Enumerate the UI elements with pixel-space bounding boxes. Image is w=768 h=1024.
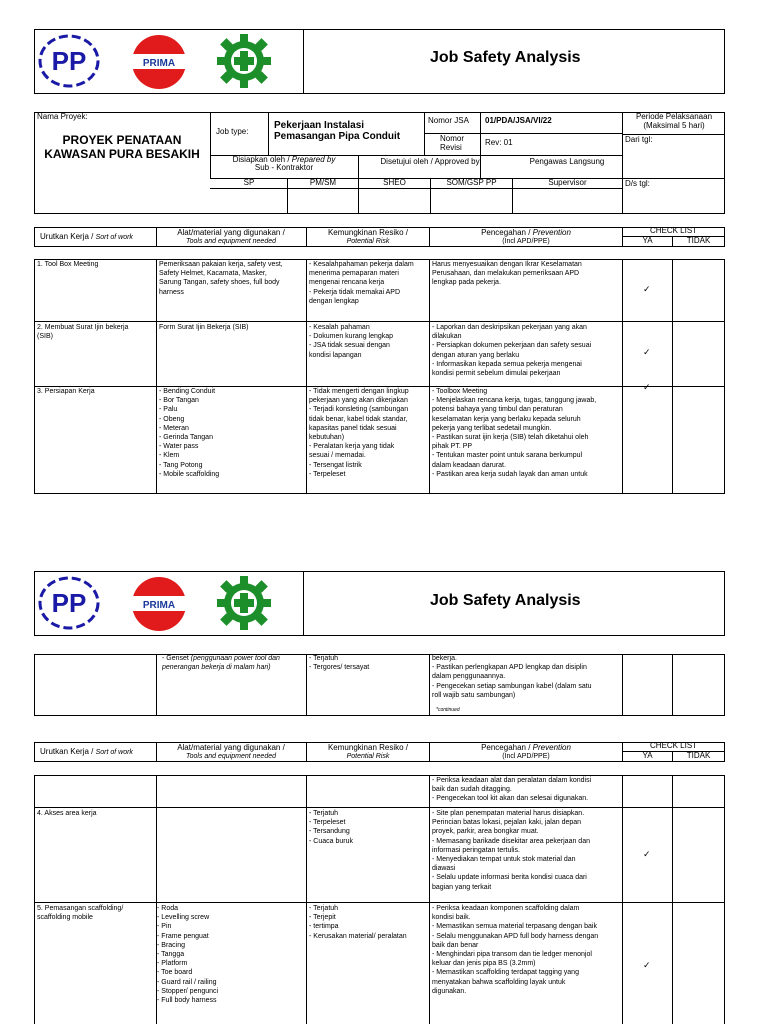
page-title: Job Safety Analysis xyxy=(430,592,581,609)
col-tidak: TIDAK xyxy=(686,236,711,245)
table-row-1-work: 1. Tool Box Meeting xyxy=(37,261,99,268)
table-row-4-risk: - Terjatuh - Terpeleset - Tersandung - Cuaca buruk xyxy=(309,810,353,845)
dari-tgl: Dari tgl: xyxy=(625,135,653,144)
checkmark-icon: ✓ xyxy=(643,284,651,294)
table-row-2-work: 2. Membuat Surat Ijin bekerja (SIB) xyxy=(37,324,129,341)
table-row-5-work: 5. Pemasangan scaffolding/ scaffolding mobile xyxy=(37,905,124,922)
svg-text:PRIMA: PRIMA xyxy=(142,600,176,611)
somgsp-label: SOM/GSP PP xyxy=(446,178,497,187)
sheo-label: SHEO xyxy=(383,178,406,187)
table-row-a-prevention: - Periksa keadaan alat dan peralatan dalam kondisi baik dan sudah ditagging. - Pengecekan tool kit akan dan selesai digunakan. xyxy=(432,777,592,803)
disiapkan-oleh: Disiapkan oleh / Prepared by Sub - Kontraktor xyxy=(232,155,336,172)
svg-text:PRIMA: PRIMA xyxy=(142,58,176,69)
col-ya: YA xyxy=(642,751,653,760)
disetujui-oleh: Disetujui oleh / Approved by xyxy=(380,157,480,166)
svg-text:PP: PP xyxy=(51,588,87,618)
checkmark-icon: ✓ xyxy=(643,960,651,970)
nomor-jsa-value: 01/PDA/JSA/VI/22 xyxy=(485,116,552,125)
col-urutan: Urutkan Kerja / Sort of work xyxy=(40,747,133,756)
sp-label: SP xyxy=(243,178,255,187)
job-type-value: Pekerjaan Instalasi Pemasangan Pipa Conduit xyxy=(274,120,401,142)
col-checklist: CHECK LIST xyxy=(649,226,698,235)
checkmark-icon: ✓ xyxy=(643,382,651,392)
table-row-5-tools: - Roda - Levelling screw - Pin - Frame penguat - Bracing - Tangga - Platform - Toe board - Guard rail / railing - Stopper/ pengunci - Full body harness xyxy=(157,905,219,1005)
table-row-3-risk: - Tidak mengerti dengan lingkup pekerjaan yang akan dikerjakan - Terjadi konsleting (sambungan tidak benar, kabel tidak standar, kapasitas panel tidak sesuai kebutuhan) - Peralatan kerja yang tidak sesuai / memadai. - Tersengat listrik - Terpeleset xyxy=(309,388,409,478)
pmsm-label: PM/SM xyxy=(309,178,337,187)
nomor-revisi-value: Rev: 01 xyxy=(485,138,513,147)
table-row-4-work: 4. Akses area kerja xyxy=(37,810,97,817)
col-pencegahan: Pencegahan / Prevention (Incl APD/PPE) xyxy=(481,228,571,245)
table-row-1-risk: - Kesalahpahaman pekerja dalam menerima pemaparan materi mengenai rencana kerja - Pekerja tidak memakai APD dengan lengkap xyxy=(309,261,414,305)
col-kemungkinan: Kemungkinan Resiko / Potential Risk xyxy=(327,228,409,245)
header-divider xyxy=(303,29,304,94)
col-pencegahan: Pencegahan / Prevention (Incl APD/PPE) xyxy=(481,743,571,760)
table-row-4-prevention: - Site plan penempatan material harus disiapkan. Perincian batas lokasi, pejalan kaki, jalan depan proyek, parkir, area bongkar muat. - Memasang barikade disekitar area pekerjaan dan informasi peringatan tertulis. - Menyediakan tempat untuk stok material dan diawasi - Selalu update informasi berita kondisi cuaca dari bagian yang terkait xyxy=(432,810,590,891)
col-tidak: TIDAK xyxy=(686,751,711,760)
pengawas-langsung: Pengawas Langsung xyxy=(529,157,605,166)
svg-text:PP: PP xyxy=(51,46,87,76)
table-row-5-risk: - Terjatuh - Terjepit - tertimpa - Kerusakan material/ peralatan xyxy=(309,905,407,940)
table-row-3-tools: - Bending Conduit - Bor Tangan - Palu - Obeng - Meteran - Gerinda Tangan - Water pass - Klem - Tang Potong - Mobile scaffolding xyxy=(159,388,220,478)
table-row-2-tools: Form Surat Ijin Bekerja (SIB) xyxy=(159,324,249,331)
col-checklist: CHECK LIST xyxy=(649,741,698,750)
checkmark-icon: ✓ xyxy=(643,347,651,357)
continued-note: *continued xyxy=(436,707,460,713)
nomor-jsa-label: Nomor JSA xyxy=(428,116,469,125)
pp-logo xyxy=(36,575,102,631)
table-row-1-tools: Pemeriksaan pakaian kerja, safety vest, Safety Helmet, Kacamata, Masker, Sarung Tangan, safety shoes, full body harness xyxy=(159,261,283,296)
continued-row-tools: - Genset (penggunaan power tool dan penerangan bekerja di malam hari) xyxy=(162,655,280,672)
prima-logo xyxy=(127,33,191,91)
col-kemungkinan: Kemungkinan Resiko / Potential Risk xyxy=(327,743,409,760)
periode-label: Periode Pelaksanaan (Maksimal 5 hari) xyxy=(635,112,713,130)
job-type-label: Job type: xyxy=(216,127,249,136)
table-row-1-prevention: Harus menyesuaikan dengan Ikrar Keselamatan Perusahaan, dan melakukan pemeriksaan APD lengkap pada pekerja. xyxy=(432,261,582,287)
pp-logo xyxy=(36,33,102,89)
col-alat: Alat/material yang digunakan / Tools and equipment needed xyxy=(177,743,285,760)
nama-proyek-value: PROYEK PENATAAN KAWASAN PURA BESAKIH xyxy=(44,133,200,161)
continued-row-prevention: bekerja. - Pastikan perlengkapan APD lengkap dan disiplin dalam penggunaannya. - Pengecekan setiap sambungan kabel (dalam satu roll wajib satu sambungan) xyxy=(432,655,592,699)
table-row-5-prevention: - Periksa keadaan komponen scaffolding dalam kondisi baik. - Memastikan semua material terpasang dengan baik - Selalu menggunakan APD full body harness dengan baik dan benar - Menghindari pipa transom dan tie ledger menonjol keluar dan jenis pipa BS (3.2mm) - Memastikan scaffolding terdapat tagging yang menyatakan bahwa scaffolding layak untuk digunakan. xyxy=(432,905,599,995)
col-alat: Alat/material yang digunakan / Tools and equipment needed xyxy=(177,228,285,245)
table-row-2-prevention: - Laporkan dan deskripsikan pekerjaan yang akan dilakukan - Persiapkan dokumen pekerjaan dan safety sesuai dengan aturan yang berlaku - Informasikan kepada semua pekerja mengenai kondisi permit sebelum dimulai pekerjaan xyxy=(432,324,592,378)
ds-tgl: D/s tgl: xyxy=(625,179,650,188)
nomor-revisi-label: Nomor Revisi xyxy=(440,134,465,152)
table-row-3-work: 3. Persiapan Kerja xyxy=(37,388,95,395)
table-row-2-risk: - Kesalah pahaman - Dokumen kurang lengkap - JSA tidak sesuai dengan kondisi lapangan xyxy=(309,324,394,359)
header-divider xyxy=(303,571,304,636)
safety-cross-gear-icon xyxy=(214,32,274,90)
continued-row-risk: - Terjatuh - Tergores/ tersayat xyxy=(309,655,370,672)
col-ya: YA xyxy=(642,236,653,245)
prima-logo xyxy=(127,575,191,633)
page-title: Job Safety Analysis xyxy=(430,49,581,66)
table-row-3-prevention: - Toolbox Meeting - Menjelaskan rencana kerja, tugas, tanggung jawab, potensi bahaya yang timbul dan peraturan keselamatan kerja yang berlaku kepada seluruh pekerja yang terlibat sedetail mungkin. - Pastikan surat ijin kerja (SIB) telah diketahui oleh pihak PT. PP - Tentukan master point untuk sarana berkumpul dalam keadaan darurat. - Pastikan area kerja sudah layak dan aman untuk xyxy=(432,388,597,478)
col-urutan: Urutkan Kerja / Sort of work xyxy=(40,232,133,241)
nama-proyek-label: Nama Proyek: xyxy=(37,112,88,121)
supervisor-label: Supervisor xyxy=(548,178,587,187)
safety-cross-gear-icon xyxy=(214,574,274,632)
checkmark-icon: ✓ xyxy=(643,849,651,859)
